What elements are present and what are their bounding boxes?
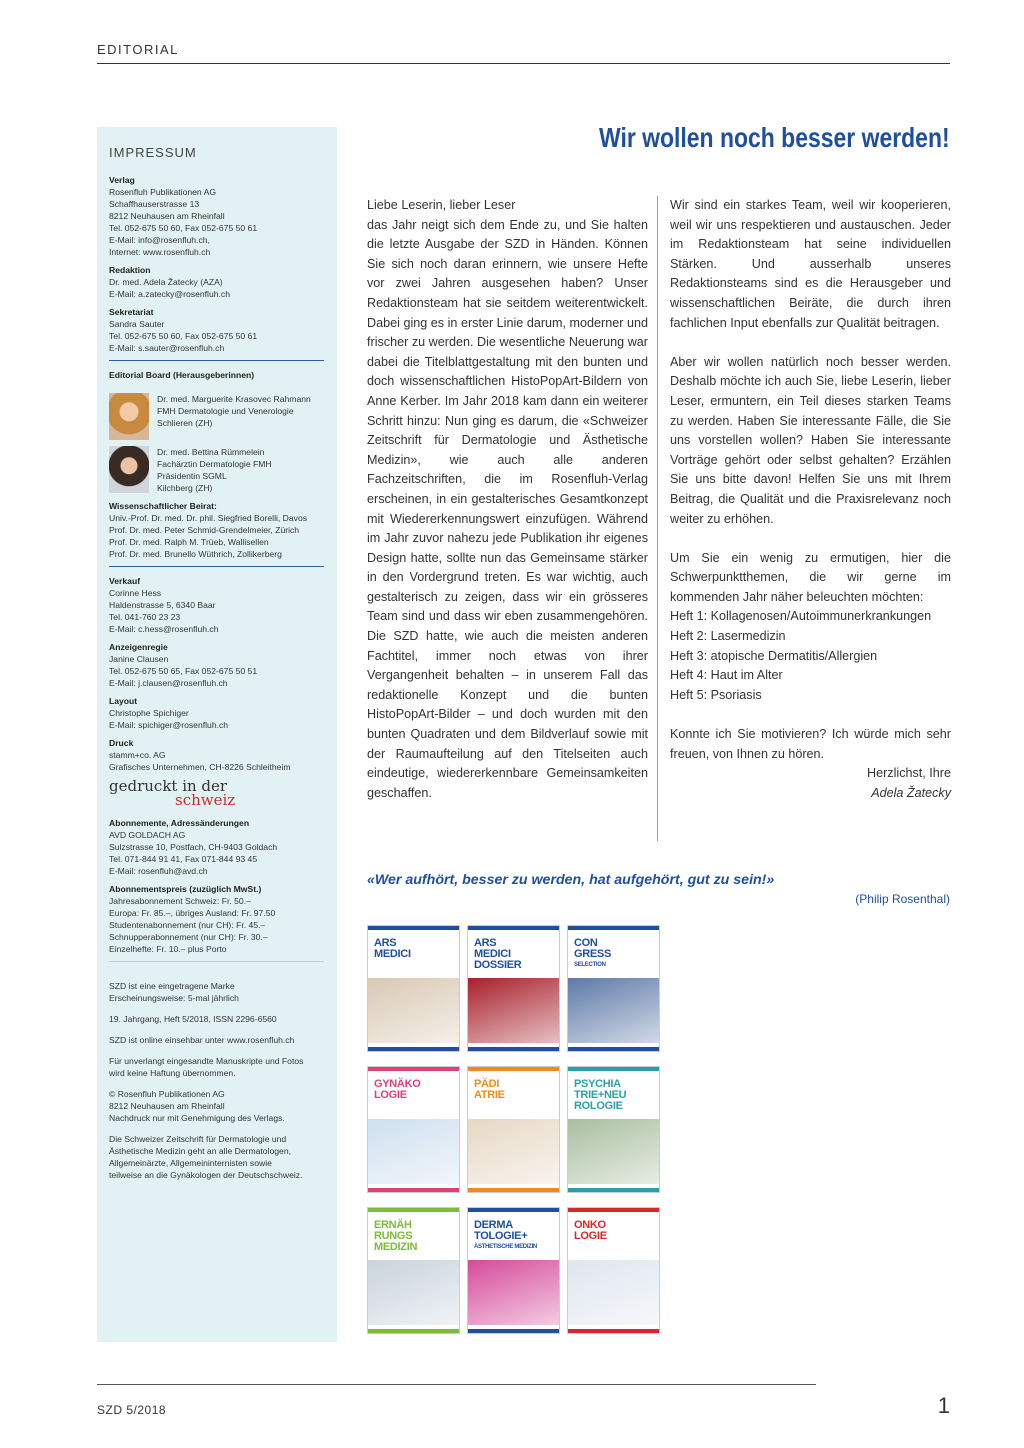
block-line: Dr. med. Adela Žatecky (AZA) xyxy=(109,277,223,287)
block-line: Tel. 052-675 50 60, Fax 052-675 50 61 xyxy=(109,223,258,233)
note-block xyxy=(109,1034,325,1046)
block-line: Haldenstrasse 5, 6340 Baar xyxy=(109,600,216,610)
text-line: Schlieren (ZH) xyxy=(157,418,213,428)
magazine-cover xyxy=(567,1207,660,1334)
block-line: E-Mail: rosenfluh@avd.ch xyxy=(109,866,208,876)
paragraph: das Jahr neigt sich dem Ende zu, und Sie halten die letzte Ausgabe der SZD in Händen. Können Sie sich noch daran erinnern, wie unsere Hefte vor zwei Jahren ausgesehen haben? Unser Redaktionsteam hat sie seitdem weiterentwickelt. Dabei ging es in erster Linie darum, moderner und frischer zu werden. Die wesentliche Neuerung war dabei die Titelblattgestaltung mit den bunten und doch wissenschaftlichen HistoPopArt-Bildern von Anne Kerber. Im Jahr 2018 kam dann ein weiterer Schritt hinzu: Nun ging es darum, die «Schweizer Zeitschrift für Dermatologie und Ästhetische Medizin», wie auch alle anderen Fachzeitschriften, die im Rosenfluh-Verlag erscheinen, in ein gestalterisches Gesamtkonzept mit Wiedererkennungswert einzufügen. Während im Jahr zuvor nahezu jede Publikation ihr eigenes Design hatte, sollte nun das Gemeinsame stärker in den Vordergrund treten. Es war wichtig, auch gestalterisch zu zeigen, dass wir ein grösseres Team sind und dass wir eben zusammengehören. Die SZD hatte, wie auch die meisten anderen Fachtitel, immer noch etwas von ihrer Vergangenheit behalten – in unserem Fall das redaktionelle Konzept und die bunten HistoPopArt-Bilder – und doch wurden mit den bunten Quadraten und dem Bildverlauf sowie mit der Raumaufteilung auf den Titelseiten auch eindeutige, wiedererkennbare Gemeinsamkeiten geschaffen. xyxy=(367,217,648,800)
block-line: Schaffhauserstrasse 13 xyxy=(109,199,200,209)
board-member xyxy=(109,446,325,494)
cover-bar xyxy=(468,1047,559,1051)
text-line: Heft 5: Psoriasis xyxy=(670,687,762,702)
sekretariat-block xyxy=(109,306,325,354)
cover-title-line: DERMA xyxy=(474,1219,513,1231)
note-line: SZD ist online einsehbar unter www.rosenfluh.ch xyxy=(109,1035,295,1045)
magazine-cover xyxy=(367,1207,460,1334)
cover-bar xyxy=(568,1047,659,1051)
magazine-cover xyxy=(367,1066,460,1193)
cover-image xyxy=(368,1260,459,1325)
cover-title xyxy=(574,938,611,971)
note-line: Die Schweizer Zeitschrift für Dermatologie und xyxy=(109,1134,287,1144)
paragraph: Wir sind ein starkes Team, weil wir kooperieren, weil wir uns respektieren und austauschen. Jeder im Redaktionsteam hat seine individuellen Stärken. Und ausserhalb unseres Redaktionsteams sind es die Herausgeber und wissenschaftlichen Beiräte, die durch ihren fachlichen Input ebenfalls zur Qualität beitragen. xyxy=(670,198,951,330)
gedruckt-in-der-schweiz-logo xyxy=(109,779,325,807)
block-line: E-Mail: s.sauter@rosenfluh.ch xyxy=(109,343,225,353)
block-heading: Anzeigenregie xyxy=(109,642,168,652)
portrait-photo xyxy=(109,446,149,493)
cover-title-line: GRESS xyxy=(574,948,612,960)
block-line: Sulzstrasse 10, Postfach, CH-9403 Goldach xyxy=(109,842,278,852)
block-line: E-Mail: info@rosenfluh.ch, xyxy=(109,235,210,245)
note-block xyxy=(109,980,325,1004)
block-heading: Abonnemente, Adressänderungen xyxy=(109,818,250,828)
logo-line: schweiz xyxy=(175,791,236,809)
signature: Adela Žatecky xyxy=(871,785,951,800)
article-title: Wir wollen noch besser werden! xyxy=(599,122,950,153)
cover-title-line: TOLOGIE+ xyxy=(474,1230,528,1242)
logo-line: gedruckt in der xyxy=(109,777,228,795)
block-heading: Layout xyxy=(109,696,138,706)
closing: Herzlichst, Ihre xyxy=(867,766,951,781)
block-line: Europa: Fr. 85.–, übriges Ausland: Fr. 97.50 xyxy=(109,908,276,918)
text-line: Kilchberg (ZH) xyxy=(157,483,213,493)
topic-list xyxy=(670,607,951,705)
layout-block xyxy=(109,695,325,731)
block-line: E-Mail: c.hess@rosenfluh.ch xyxy=(109,624,219,634)
cover-title-line: CON xyxy=(574,937,598,949)
cover-bar xyxy=(468,1208,559,1212)
cover-bar xyxy=(368,1047,459,1051)
cover-title xyxy=(374,938,411,960)
cover-title-line: LOGIE xyxy=(574,1230,607,1242)
editorial-board xyxy=(109,369,325,494)
note-block xyxy=(109,1055,325,1079)
block-line: E-Mail: a.zatecky@rosenfluh.ch xyxy=(109,289,230,299)
note-line: Für unverlangt eingesandte Manuskripte und Fotos xyxy=(109,1056,304,1066)
preis-block xyxy=(109,883,325,955)
note-line: 8212 Neuhausen am Rheinfall xyxy=(109,1101,225,1111)
cover-title-line: MEDICI xyxy=(474,948,511,960)
note-line: Erscheinungsweise: 5-mal jährlich xyxy=(109,993,239,1003)
block-line: Tel. 041-760 23 23 xyxy=(109,612,181,622)
block-heading: Sekretariat xyxy=(109,307,154,317)
text-line: Präsidentin SGML xyxy=(157,471,227,481)
note-block xyxy=(109,1133,325,1181)
cover-bar xyxy=(468,1067,559,1071)
anzeigen-block xyxy=(109,641,325,689)
impressum-sidebar xyxy=(97,127,337,1342)
impressum-notes xyxy=(109,980,325,1181)
block-line: Rosenfluh Publikationen AG xyxy=(109,187,217,197)
abo-block xyxy=(109,817,325,877)
cover-bar xyxy=(368,1188,459,1192)
cover-title-line: DOSSIER xyxy=(474,959,522,971)
magazine-cover xyxy=(567,925,660,1052)
block-line: Prof. Dr. med. Brunello Wüthrich, Zollikerberg xyxy=(109,549,282,559)
page-number: 1 xyxy=(937,1393,950,1418)
magazine-cover xyxy=(567,1066,660,1193)
cover-bar xyxy=(568,1188,659,1192)
board-member-text xyxy=(157,393,311,429)
impressum-title: IMPRESSUM xyxy=(109,145,197,160)
cover-bar xyxy=(568,1208,659,1212)
cover-title-line: ONKO xyxy=(574,1219,606,1231)
cover-bar xyxy=(468,1329,559,1333)
cover-image xyxy=(368,978,459,1043)
paragraph: Konnte ich Sie motivieren? Ich würde mich sehr freuen, von Ihnen zu hören. xyxy=(670,727,951,761)
cover-bar xyxy=(368,926,459,930)
cover-title-line: MEDIZIN xyxy=(374,1241,418,1253)
board-member xyxy=(109,393,325,440)
note-block xyxy=(109,1088,325,1124)
board-member-text xyxy=(157,446,272,494)
cover-bar xyxy=(368,1208,459,1212)
block-line: 8212 Neuhausen am Rheinfall xyxy=(109,211,225,221)
cover-title-line: PSYCHIA xyxy=(574,1078,621,1090)
beirat-block xyxy=(109,500,325,560)
block-line: Sandra Sauter xyxy=(109,319,165,329)
cover-image xyxy=(568,1260,659,1325)
divider xyxy=(109,566,324,567)
block-line: E-Mail: spichiger@rosenfluh.ch xyxy=(109,720,229,730)
quote: «Wer aufhört, besser zu werden, hat aufgehört, gut zu sein!» xyxy=(367,872,775,888)
paragraph: Um Sie ein wenig zu ermutigen, hier die Schwerpunktthemen, die wir gerne im kommenden Jahr näher beleuchten möchten: xyxy=(670,550,951,604)
board-heading: Editorial Board (Herausgeberinnen) xyxy=(109,370,255,380)
note-line: Ästhetische Medizin geht an alle Dermatologen, xyxy=(109,1146,292,1156)
cover-title-line: RUNGS xyxy=(374,1230,413,1242)
block-line: Tel. 071-844 91 41, Fax 071-844 93 45 xyxy=(109,854,258,864)
cover-title-line: ARS xyxy=(474,937,497,949)
note-block xyxy=(109,1013,325,1025)
cover-title xyxy=(374,1220,417,1253)
block-line: Einzelhefte: Fr. 10.– plus Porto xyxy=(109,944,227,954)
block-heading: Wissenschaftlicher Beirat: xyxy=(109,501,217,511)
block-heading: Druck xyxy=(109,738,134,748)
footer-rule xyxy=(97,1384,816,1385)
block-line: Janine Clausen xyxy=(109,654,169,664)
text-line: Heft 2: Lasermedizin xyxy=(670,629,786,644)
column-divider xyxy=(657,196,658,841)
cover-title xyxy=(474,1079,505,1101)
note-line: 19. Jahrgang, Heft 5/2018, ISSN 2296-6560 xyxy=(109,1014,277,1024)
block-line: Schnupperabonnement (nur CH): Fr. 30.– xyxy=(109,932,268,942)
cover-title-line: ERNÄH xyxy=(374,1219,412,1231)
block-line: E-Mail: j.clausen@rosenfluh.ch xyxy=(109,678,228,688)
block-line: Christophe Spichiger xyxy=(109,708,189,718)
cover-title-line: ATRIE xyxy=(474,1089,505,1101)
block-line: Studentenabonnement (nur CH): Fr. 45.– xyxy=(109,920,266,930)
magazine-cover xyxy=(367,925,460,1052)
text-line: Dr. med. Bettina Rümmelein xyxy=(157,447,265,457)
block-line: Tel. 052-675 50 65, Fax 052-675 50 51 xyxy=(109,666,258,676)
redaktion-block xyxy=(109,264,325,300)
quote-author: (Philip Rosenthal) xyxy=(855,892,950,906)
header-rule xyxy=(97,63,950,64)
cover-image xyxy=(568,978,659,1043)
cover-title-line: TRIE+NEU xyxy=(574,1089,627,1101)
cover-bar xyxy=(568,1329,659,1333)
article-column-1 xyxy=(367,196,648,823)
note-line: © Rosenfluh Publikationen AG xyxy=(109,1089,225,1099)
cover-image xyxy=(368,1119,459,1184)
salutation: Liebe Leserin, lieber Leser xyxy=(367,198,516,212)
block-line: stamm+co. AG xyxy=(109,750,166,760)
text-line: Heft 1: Kollagenosen/Autoimmunerkrankungen xyxy=(670,609,932,624)
magazine-cover xyxy=(467,925,560,1052)
block-line: Corinne Hess xyxy=(109,588,162,598)
note-line: wird keine Haftung übernommen. xyxy=(109,1068,236,1078)
paragraph: Aber wir wollen natürlich noch besser werden. Deshalb möchte ich auch Sie, liebe Leserin, lieber Leser, ermuntern, ein Teil dieses starken Teams zu werden. Haben Sie interessante Fälle, die Sie uns vorstellen wollen? Haben Sie interessante Vorträge gehört oder selbst gehalten? Erzählen Sie uns bitte davon! Helfen Sie uns mit Ihrem Beitrag, die Qualität und die Praxisrelevanz noch weiter zu erhöhen. xyxy=(670,354,951,526)
cover-image xyxy=(568,1119,659,1184)
text-line: Heft 4: Haut im Alter xyxy=(670,668,783,683)
block-line: Prof. Dr. med. Ralph M. Trüeb, Wallisellen xyxy=(109,537,269,547)
block-heading: Abonnementspreis (zuzüglich MwSt.) xyxy=(109,884,262,894)
note-line: teilweise an die Gynäkologen der Deutschschweiz. xyxy=(109,1170,303,1180)
verlag-block xyxy=(109,174,325,258)
cover-bar xyxy=(368,1329,459,1333)
cover-bar xyxy=(468,1188,559,1192)
block-line: Internet: www.rosenfluh.ch xyxy=(109,247,211,257)
cover-title-line: LOGIE xyxy=(374,1089,407,1101)
note-line: Allgemeinärzte, Allgemeininternisten sowie xyxy=(109,1158,272,1168)
text-line: Heft 3: atopische Dermatitis/Allergien xyxy=(670,648,878,663)
cover-bar xyxy=(368,1067,459,1071)
cover-bar xyxy=(468,926,559,930)
block-heading: Verlag xyxy=(109,175,135,185)
druck-block xyxy=(109,737,325,773)
cover-bar xyxy=(568,926,659,930)
cover-title-line: ROLOGIE xyxy=(574,1100,623,1112)
block-line: Grafisches Unternehmen, CH-8226 Schleitheim xyxy=(109,762,291,772)
cover-title-line: MEDICI xyxy=(374,948,411,960)
cover-title xyxy=(474,938,521,971)
cover-image xyxy=(468,1260,559,1325)
cover-title-line: SELECTION xyxy=(574,962,606,968)
cover-title xyxy=(574,1079,626,1112)
note-line: Nachdruck nur mit Genehmigung des Verlags. xyxy=(109,1113,285,1123)
cover-title-line: GYNÄKO xyxy=(374,1078,421,1090)
cover-image xyxy=(468,978,559,1043)
cover-image xyxy=(468,1119,559,1184)
cover-title xyxy=(474,1220,537,1253)
portrait-photo xyxy=(109,393,149,440)
cover-title xyxy=(374,1079,420,1101)
issue-label: SZD 5/2018 xyxy=(97,1403,167,1417)
block-heading: Redaktion xyxy=(109,265,151,275)
verkauf-block xyxy=(109,575,325,635)
block-line: Prof. Dr. med. Peter Schmid-Grendelmeier, Zürich xyxy=(109,525,300,535)
divider xyxy=(109,360,324,361)
block-line: AVD GOLDACH AG xyxy=(109,830,186,840)
article-column-2 xyxy=(670,196,951,803)
block-heading: Verkauf xyxy=(109,576,141,586)
block-line: Univ.-Prof. Dr. med. Dr. phil. Siegfried Borelli, Davos xyxy=(109,513,308,523)
section-label: EDITORIAL xyxy=(97,42,179,57)
text-line: Dr. med. Marguerite Krasovec Rahmann xyxy=(157,394,311,404)
magazine-cover xyxy=(467,1066,560,1193)
block-line: Tel. 052-675 50 60, Fax 052-675 50 61 xyxy=(109,331,258,341)
cover-title-line: PÄDI xyxy=(474,1078,500,1090)
cover-title-line: ARS xyxy=(374,937,397,949)
block-line: Jahresabonnement Schweiz: Fr. 50.– xyxy=(109,896,251,906)
text-line: FMH Dermatologie und Venerologie xyxy=(157,406,294,416)
cover-bar xyxy=(568,1067,659,1071)
divider xyxy=(109,961,324,962)
note-line: SZD ist eine eingetragene Marke xyxy=(109,981,235,991)
cover-title xyxy=(574,1220,607,1242)
cover-title-line: ÄSTHETISCHE MEDIZIN xyxy=(474,1244,537,1250)
magazine-cover xyxy=(467,1207,560,1334)
text-line: Fachärztin Dermatologie FMH xyxy=(157,459,272,469)
